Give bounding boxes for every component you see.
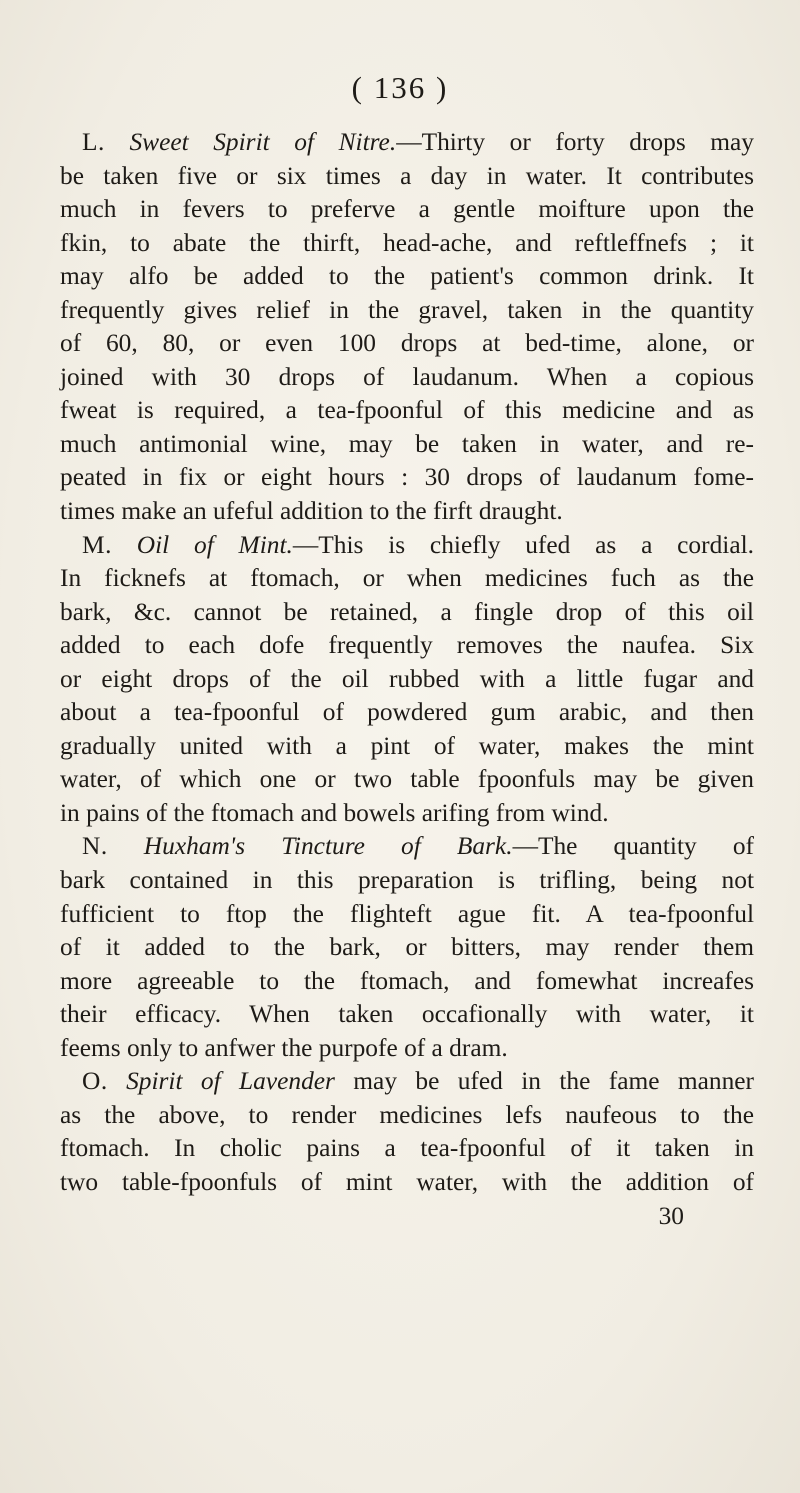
entry-o-first-line [60, 1065, 754, 1099]
text-line: their efficacy. When taken occafionally with water, it [60, 1000, 754, 1029]
text-line: fkin, to abate the thirft, head-ache, and reftleffnefs ; it [60, 228, 754, 257]
entry-label: N. [82, 832, 108, 861]
text-line: In ficknefs at ftomach, or when medicines fuch as the [60, 564, 754, 593]
text-line: gradually united with a pint of water, makes the mint [60, 731, 754, 760]
text-line: feems only to anfwer the purpofe of a dram. [60, 1033, 508, 1062]
text-line: bark contained in this preparation is trifling, being not [60, 866, 754, 895]
text-line: times make an ufeful addition to the firft draught. [60, 497, 563, 526]
text-line: bark, &c. cannot be retained, a fingle drop of this oil [60, 597, 754, 626]
entry-n-first-line [60, 830, 754, 864]
text-line: be taken five or six times a day in water. It contributes [60, 161, 754, 190]
entry-l-first-line [60, 126, 754, 160]
text-line: in pains of the ftomach and bowels arifing from wind. [60, 798, 609, 827]
entry-text: may be ufed in the fame manner [334, 1067, 754, 1096]
entry-label: L. [82, 128, 105, 156]
text-line: or eight drops of the oil rubbed with a little fugar and [60, 664, 754, 693]
entry-label: O. [82, 1067, 108, 1096]
entry-title: Sweet Spirit of Nitre. [129, 128, 397, 156]
text-line: frequently gives relief in the gravel, taken in the quantity [60, 295, 754, 324]
entry-text: —The quantity of [512, 832, 754, 861]
text-line: fufficient to ftop the flighteft ague fit. A tea-fpoonful [60, 899, 754, 928]
entry-title: Huxham's Tincture of Bark. [143, 832, 513, 861]
entry-title: Spirit of Lavender [126, 1067, 335, 1096]
text-line: added to each dofe frequently removes the naufea. Six [60, 631, 754, 660]
text-line: joined with 30 drops of laudanum. When a copious [60, 362, 754, 391]
text-body [60, 126, 754, 1233]
text-line: may alfo be added to the patient's common drink. It [60, 262, 754, 291]
text-line: fweat is required, a tea-fpoonful of this medicine and as [60, 396, 754, 425]
catchword: 30 [658, 1201, 684, 1230]
text-line: much in fevers to preferve a gentle moifture upon the [60, 195, 754, 224]
text-line: of 60, 80, or even 100 drops at bed-time, alone, or [60, 329, 754, 358]
text-line: water, of which one or two table fpoonfuls may be given [60, 765, 754, 794]
text-line: more agreeable to the ftomach, and fomewhat increafes [60, 966, 754, 995]
entry-text: —Thirty or forty drops may [396, 128, 754, 156]
text-line: about a tea-fpoonful of powdered gum arabic, and then [60, 698, 754, 727]
text-line: much antimonial wine, may be taken in water, and re- [60, 429, 754, 458]
entry-m-first-line [60, 529, 754, 563]
text-line: peated in fix or eight hours : 30 drops of laudanum fome- [60, 463, 754, 492]
text-line: of it added to the bark, or bitters, may render them [60, 933, 754, 962]
entry-title: Oil of Mint. [136, 530, 293, 559]
entry-text: —This is chiefly ufed as a cordial. [292, 530, 754, 559]
entry-label: M. [82, 530, 112, 559]
page-number: ( 136 ) [351, 70, 449, 105]
text-line: two table-fpoonfuls of mint water, with the addition of [60, 1167, 754, 1196]
text-line: ftomach. In cholic pains a tea-fpoonful of it taken in [60, 1134, 754, 1163]
text-line: as the above, to render medicines lefs naufeous to the [60, 1100, 754, 1129]
